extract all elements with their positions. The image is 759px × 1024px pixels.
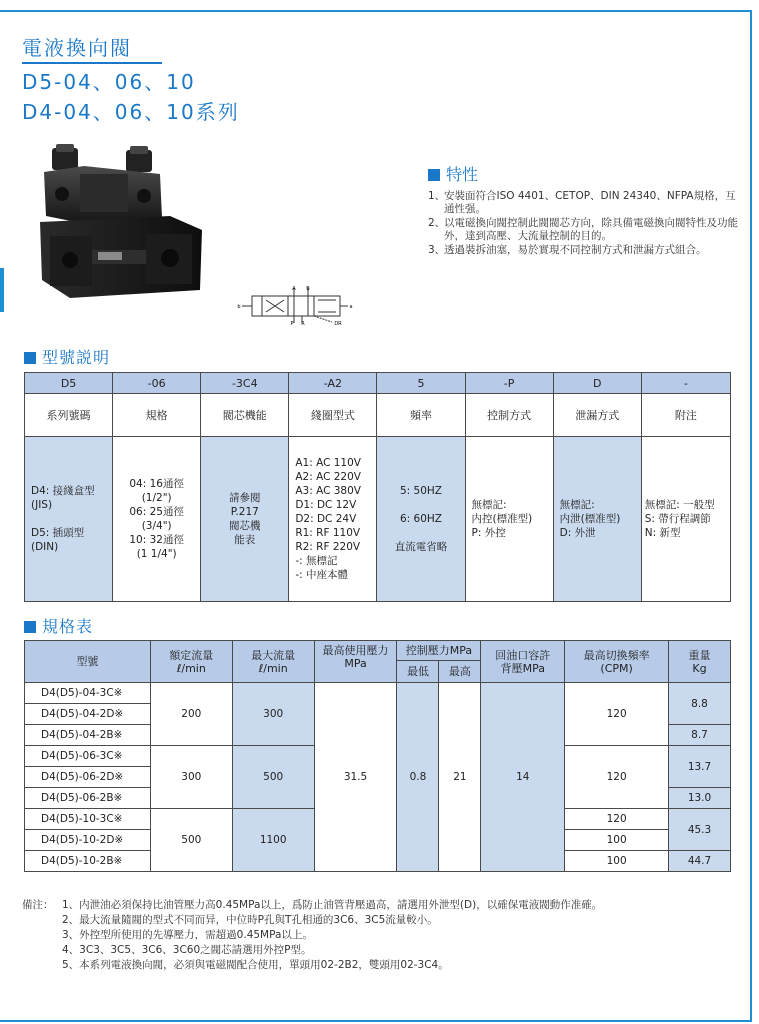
spec-header-max-pressure: 最高使用壓力 MPa [314,641,397,683]
weight-cell: 13.0 [669,788,731,809]
feature-item: 2、 以電磁換向閥控制此閥閥芯方向，除具備電磁換向閥特性及功能外，達到高壓、大流量控制的目的。 [428,217,738,242]
code-cell: D [553,373,641,394]
series-line-d4: D4-04、06、10系列 [22,100,240,124]
square-bullet-icon [428,169,440,181]
feature-item: 3、 透過裝拆油塞，易於實現不同控制方式和泄漏方式組合。 [428,244,707,256]
features-heading: 特性 [428,162,478,185]
code-cell: -P [465,373,553,394]
notes-block [22,898,602,973]
pilot-max-cell: 21 [439,683,481,872]
model-cell: D4(D5)-10-2D※ [25,830,151,851]
note-item: 3、外控型所使用的先導壓力，需超過0.45MPa以上。 [62,929,313,941]
max-flow-cell: 300 [232,683,314,746]
spec-section-heading: 規格表 [24,614,93,637]
code-cell: D5 [25,373,113,394]
pilot-min-cell: 0.8 [397,683,439,872]
weight-cell: 45.3 [669,809,731,851]
weight-cell: 13.7 [669,746,731,788]
back-pressure-cell: 14 [481,683,565,872]
spec-header-max-flow: 最大流量 ℓ/min [232,641,314,683]
model-code-table [24,372,731,602]
symbol-label-a-small: a [349,304,353,310]
rated-flow-cell: 200 [150,683,232,746]
code-cell: -3C4 [201,373,289,394]
model-cell: D4(D5)-10-3C※ [25,809,151,830]
square-bullet-icon [24,352,36,364]
note-item: 4、3C3、3C5、3C6、3C60之閥芯請選用外控P型。 [62,944,312,956]
code-cell: -A2 [289,373,377,394]
weight-cell: 8.7 [669,725,731,746]
symbol-label-dr: DR [334,321,342,326]
label-cell: 附注 [641,394,730,437]
label-cell: 規格 [113,394,201,437]
spec-header-back-pressure: 回油口容許 背壓MPa [481,641,565,683]
symbol-label-p: P [290,321,294,326]
detail-cell-drain: 無標記: 内泄(標准型) D: 外泄 [553,437,641,602]
code-cell: - [641,373,730,394]
page-title: 電液換向閥 [22,36,132,60]
model-label-row [25,394,731,437]
side-tab [0,268,4,312]
detail-cell-series: D4: 接綫盒型 (JIS) D5: 插頭型 (DIN) [25,437,113,602]
label-cell: 綫圈型式 [289,394,377,437]
detail-cell-spool: 請參閱 P.217 閥芯機 能表 [201,437,289,602]
detail-cell-notes: 無標記: 一般型 S: 帶行程調節 N: 新型 [641,437,730,602]
spec-header-pilot-pressure: 控制壓力MPa [397,641,481,661]
feature-item: 1、 安裝面符合ISO 4401、CETOP、DIN 24340、NFPA規格，互通性强。 [428,190,736,215]
note-item: 5、本系列電液換向閥，必須與電磁閥配合使用，單頭用02-2B2，雙頭用02-3C4。 [62,959,449,971]
code-cell: -06 [113,373,201,394]
model-cell: D4(D5)-04-2D※ [25,704,151,725]
label-cell: 泄漏方式 [553,394,641,437]
features-list [428,190,738,258]
spec-header-max-frequency: 最高切換頻率 (CPM) [565,641,669,683]
label-cell: 控制方式 [465,394,553,437]
square-bullet-icon [24,621,36,633]
series-line-d5: D5-04、06、10 [22,70,196,94]
label-cell: 頻率 [377,394,465,437]
symbol-label-r: R [301,321,305,326]
model-cell: D4(D5)-06-2D※ [25,767,151,788]
frequency-cell: 120 [565,746,669,809]
spec-header-model: 型號 [25,641,151,683]
rated-flow-cell: 500 [150,809,232,872]
symbol-label-b: B [306,286,310,292]
symbol-label-b-small: b [237,304,241,310]
spec-header-pilot-min: 最低 [397,661,439,683]
detail-cell-coil: A1: AC 110V A2: AC 220V A3: AC 380V D1: DC 12V D2: DC 24V R1: RF 110V R2: RF 220V -: 無標記 -: 中座本體 [289,437,377,602]
frequency-cell: 120 [565,683,669,746]
hydraulic-symbol-diagram [236,286,354,326]
title-underline [22,62,162,64]
detail-cell-frequency: 5: 50HZ 6: 60HZ 直流電省略 [377,437,465,602]
model-cell: D4(D5)-06-2B※ [25,788,151,809]
spec-header-pilot-max: 最高 [439,661,481,683]
spec-header-weight: 重量 Kg [669,641,731,683]
model-section-heading: 型號説明 [24,345,110,368]
label-cell: 系列號碼 [25,394,113,437]
model-cell: D4(D5)-06-3C※ [25,746,151,767]
frequency-cell: 100 [565,830,669,851]
spec-header-rated-flow: 額定流量 ℓ/min [150,641,232,683]
note-item: 備注： 1、内泄油必須保持比油管壓力高0.45MPa以上，爲防止油管背壓過高，請選用外泄型(D)，以確保電液閥動作准確。 [22,899,603,911]
max-pressure-cell: 31.5 [314,683,397,872]
frequency-cell: 100 [565,851,669,872]
model-detail-row [25,437,731,602]
weight-cell: 8.8 [669,683,731,725]
model-code-row [25,373,731,394]
model-cell: D4(D5)-10-2B※ [25,851,151,872]
symbol-label-a: A [292,286,296,292]
max-flow-cell: 1100 [232,809,314,872]
spec-row [25,683,731,704]
rated-flow-cell: 300 [150,746,232,809]
spec-header-row [25,641,731,661]
model-cell: D4(D5)-04-2B※ [25,725,151,746]
max-flow-cell: 500 [232,746,314,809]
note-item: 2、最大流量隨閥的型式不同而异，中位時P孔與T孔相通的3C6、3C5流量較小。 [62,914,438,926]
valve-product-image [40,140,210,300]
frequency-cell: 120 [565,809,669,830]
label-cell: 閥芯機能 [201,394,289,437]
weight-cell: 44.7 [669,851,731,872]
detail-cell-size: 04: 16通徑 (1/2") 06: 25通徑 (3/4") 10: 32通徑 (1 1/4") [113,437,201,602]
code-cell: 5 [377,373,465,394]
spec-table [24,640,731,872]
detail-cell-control: 無標記: 内控(標准型) P: 外控 [465,437,553,602]
model-cell: D4(D5)-04-3C※ [25,683,151,704]
